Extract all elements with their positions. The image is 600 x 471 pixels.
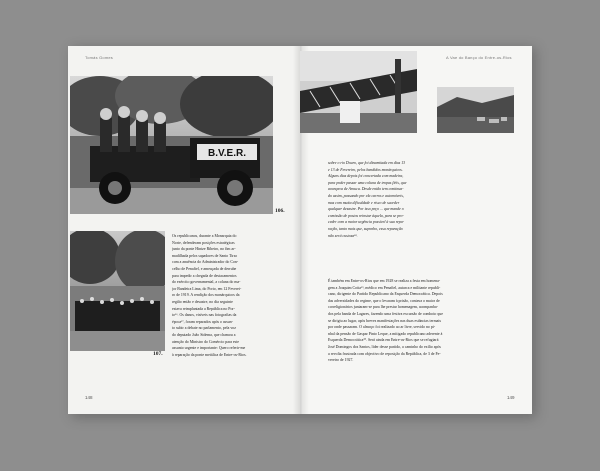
text-line: to subir a debate no parlamento, pela voz [172,326,236,331]
text-line: sobre o rio Douro, que foi dinamitada em dias 13 [328,161,406,165]
text-line: do deputado João Sidema, que chamou a [172,332,236,337]
text-line: com a anuência do Administrador do Con- [172,260,239,265]
text-line: cano, dirigente do Partido Republicano da Esquerda Democrática. Depois [328,292,443,297]
right-quoted-text [328,160,428,239]
text-line: Norte, defenderam posições estratégicas [172,240,235,245]
text-line: junto da ponte Hintze Ribeiro, no fim ar- [172,247,236,252]
left-body-text [172,233,274,358]
text-line: vereiro de 1927. [328,358,354,363]
text-line: não será custosa¹⁸. [328,233,358,238]
text-line: atenção do Ministro do Comércio para este [172,339,239,344]
text-line: para impedir a chegada de destacamentos [172,273,237,278]
text-line: Esquerda Democrática²⁰. Será ainda em Entre-os-Rios que se refugiará [328,338,439,343]
text-line: e 13 de Fevereiro, pelos bandidos monárquicos. [328,167,403,172]
text-line: Os republicanos, durante a Monarquia do [172,234,237,238]
text-line: correligionários juntaram-se para lhe prestar homenagem, acompanha- [328,305,438,310]
text-line: nhal da pensão de Gaspar Pinto Leque, a mitigado republicano aderente à [328,331,443,336]
right-running-header: A Vae do Banço do Entre-os-Rios [446,55,512,60]
river-valley-image [437,87,514,133]
right-page-number: 149 [507,395,515,400]
photo-bridge [300,51,417,133]
street-crowd-image [70,231,165,351]
text-line: época¹⁷, foram reparados após o assun- [172,319,233,324]
text-line: das adversidades do regime, que o levaram à prisão, contava o maior de [328,298,440,303]
text-line: celho de Penafiel, e ameaçada de derrube [172,266,237,271]
photo-river-valley [437,87,514,133]
bridge-image [300,51,417,133]
text-line: Alguns dias depois foi concertada com madeira, [328,174,404,179]
photo-fire-truck [70,76,273,214]
fire-truck-image [70,76,273,214]
photo-street-crowd [70,231,165,351]
text-line: madilhada pelos sapadores de Santo Tirso [172,253,238,258]
figure-107-number: 107. [153,351,163,357]
text-line: estava reimplantada a República no Por- [172,306,235,311]
figure-106-number: 106. [275,208,285,214]
text-line: à reparação da ponte metálica de Entre-os-Rios. [172,352,247,357]
text-line: qualquer desastre. Por isso peço ... que mande o [328,207,404,212]
left-page-number: 148 [85,395,93,400]
text-line: ro de 1919. A rendição dos monárquicos da [172,293,240,298]
text-line: se dirigiu ao lugar, após breves manifestações nas duas estâncias termais [328,318,441,323]
text-line: jor Bandeira Lima, do Porto, em 12 Feverei- [172,286,242,291]
text-line: dos pela banda de Lagares, fazendo uma festiva excursão de comboio que [328,311,443,316]
right-body-text [328,278,514,364]
truck-sign: B.V.E.R. [208,148,246,159]
text-line: a revolta frustrada com objectivo de reposição da República, de 3 de Fe- [328,351,441,356]
text-line: por onde passaram. O almoço foi realizado ao ar livre, servido no pi- [328,325,436,330]
text-line: do assim, passando por ela carros e automóveis, [328,193,404,198]
left-running-header: Tomás Gomes [85,55,113,60]
text-line: região então e desastre, no dia seguinte [172,299,233,304]
text-line: comissão de postos reinstar àquela, para se pro- [328,213,404,218]
text-line: to¹⁶. Os danos, visíveis nas fotografias da [172,313,237,318]
text-line: avançava de Arouca. Desde então tem continua- [328,187,404,192]
text-line: É também em Entre-os-Rios que em 1928 se realiza a festa em homena- [328,279,441,283]
text-line: ração, tanto mais que, suponho, essa reparação [328,226,403,231]
text-line: do exército governamental, a coluna do ma- [172,280,241,285]
text-line: mas com muita dificuldade e risco de suceder [328,200,400,205]
text-line: José Domingos dos Santos, líder desse partido, a caminho do exílio após [328,344,441,349]
text-line: assunto urgente e importante: Quero referir-me [172,346,246,351]
text-line: ceder com a maior urgência possível à sua repa- [328,220,404,225]
text-line: gem a Joaquim Cotta¹⁹, médico em Penafiel, autarca e militante republi- [328,285,441,290]
text-line: para poder passar uma coluna de tropas fiéis, que [328,180,407,185]
